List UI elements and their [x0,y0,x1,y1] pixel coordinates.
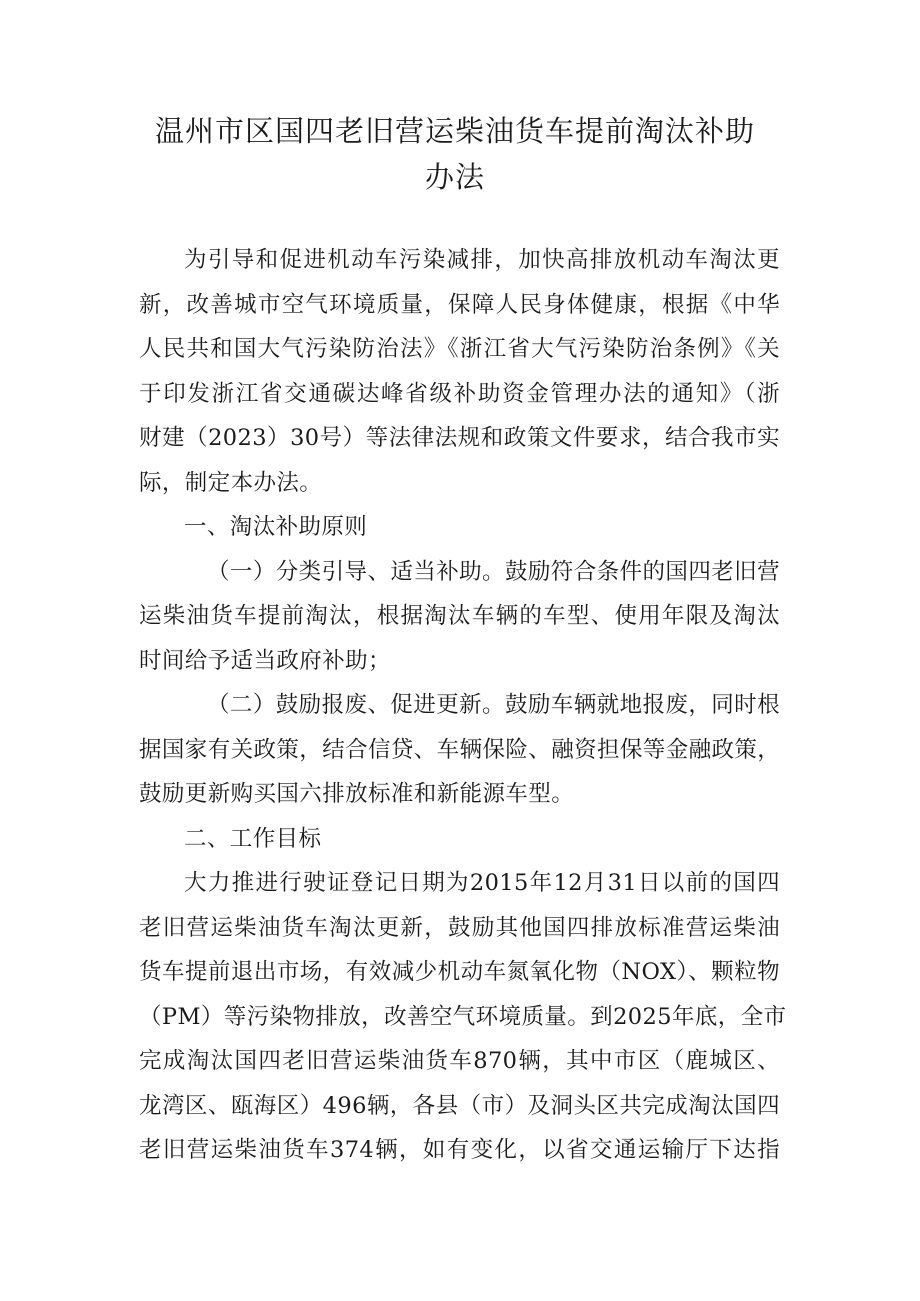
text-line: （二）鼓励报废、促进更新。鼓励车辆就地报废，同时根 [207,692,780,718]
text-line: 财建（2023）30号）等法律法规和政策文件要求，结合我市实 [139,425,780,451]
text-line: 货车提前退出市场，有效减少机动车氮氧化物（NOX）、颗粒物 [139,959,780,985]
title-line: 办法 [424,160,485,194]
paragraph-principle-2 [139,683,780,817]
paragraph-goal [139,861,787,1173]
section-heading-goals [139,817,780,862]
text-line: 老旧营运柴油货车374辆，如有变化，以省交通运输厅下达指 [139,1137,780,1163]
document-body [139,238,787,1173]
text-line: （PM）等污染物排放，改善空气环境质量。到2025年底，全市 [139,1003,787,1030]
section-heading: 一、淘汰补助原则 [184,514,368,540]
title-line: 温州市区国四老旧营运柴油货车提前淘汰补助 [154,114,755,148]
text-line: 完成淘汰国四老旧营运柴油货车870辆，其中市区（鹿城区、 [139,1048,780,1074]
section-heading-principles [139,505,780,550]
text-line: 新，改善城市空气环境质量，保障人民身体健康，根据《中华 [139,291,780,318]
section-heading: 二、工作目标 [184,825,322,852]
text-line: 大力推进行驶证登记日期为2015年12月31日以前的国四 [184,870,780,896]
text-line: 为引导和促进机动车污染减排，加快高排放机动车淘汰更 [184,247,780,273]
text-line: 人民共和国大气污染防治法》《浙江省大气污染防治条例》《关 [139,336,780,362]
text-line: 时间给予适当政府补助； [139,647,391,674]
text-line: 鼓励更新购买国六排放标准和新能源车型。 [139,781,575,807]
text-line: （一）分类引导、适当补助。鼓励符合条件的国四老旧营 [207,558,780,585]
text-line: 际，制定本办法。 [139,469,323,496]
text-line: 龙湾区、瓯海区）496辆，各县（市）及洞头区共完成淘汰国四 [139,1092,780,1119]
document-title [140,108,770,200]
text-line: 据国家有关政策，结合信贷、车辆保险、融资担保等金融政策， [139,736,781,763]
paragraph-principle-1 [139,550,780,684]
text-line: 于印发浙江省交通碳达峰省级补助资金管理办法的通知》（浙 [139,380,780,407]
paragraph-intro [139,238,780,505]
text-line: 老旧营运柴油货车淘汰更新，鼓励其他国四排放标准营运柴油 [139,914,780,941]
text-line: 运柴油货车提前淘汰，根据淘汰车辆的车型、使用年限及淘汰 [139,603,780,629]
